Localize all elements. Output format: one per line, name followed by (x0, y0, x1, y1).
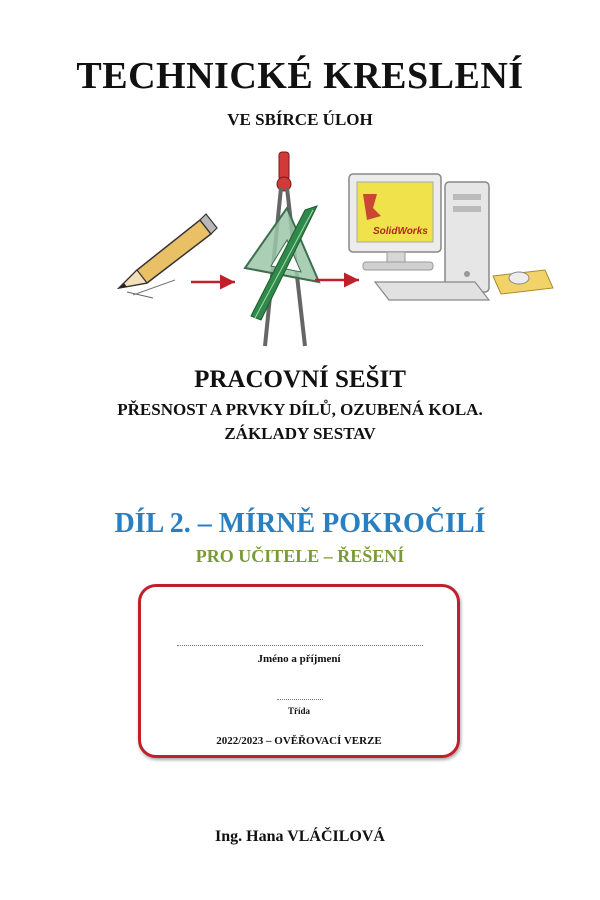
name-dotted-line[interactable] (177, 645, 423, 646)
author-name: Ing. Hana VLÁČILOVÁ (215, 828, 385, 845)
cover-illustration (105, 148, 565, 358)
computer-icon (349, 174, 553, 300)
workbook-topic-line2: ZÁKLADY SESTAV (224, 424, 376, 443)
pencil-icon (119, 214, 217, 298)
workbook-title: PRACOVNÍ SEŠIT (194, 366, 406, 393)
document-subtitle: VE SBÍRCE ÚLOH (227, 110, 373, 129)
student-info-box (138, 584, 460, 758)
part-heading: DÍL 2. – MÍRNĚ POKROČILÍ (114, 508, 486, 539)
monitor-brand-text: SolidWorks (373, 226, 428, 237)
name-label: Jméno a příjmení (257, 653, 341, 665)
edition-label: PRO UČITELE – ŘEŠENÍ (195, 546, 405, 566)
document-title: TECHNICKÉ KRESLENÍ (76, 55, 524, 97)
workbook-topic-line1: PŘESNOST A PRVKY DÍLŮ, OZUBENÁ KOLA. (117, 400, 483, 419)
class-dotted-line[interactable] (277, 699, 323, 700)
drafting-tools-icon (245, 152, 319, 346)
class-label: Třída (287, 706, 310, 716)
version-label: 2022/2023 – OVĚŘOVACÍ VERZE (216, 735, 382, 747)
